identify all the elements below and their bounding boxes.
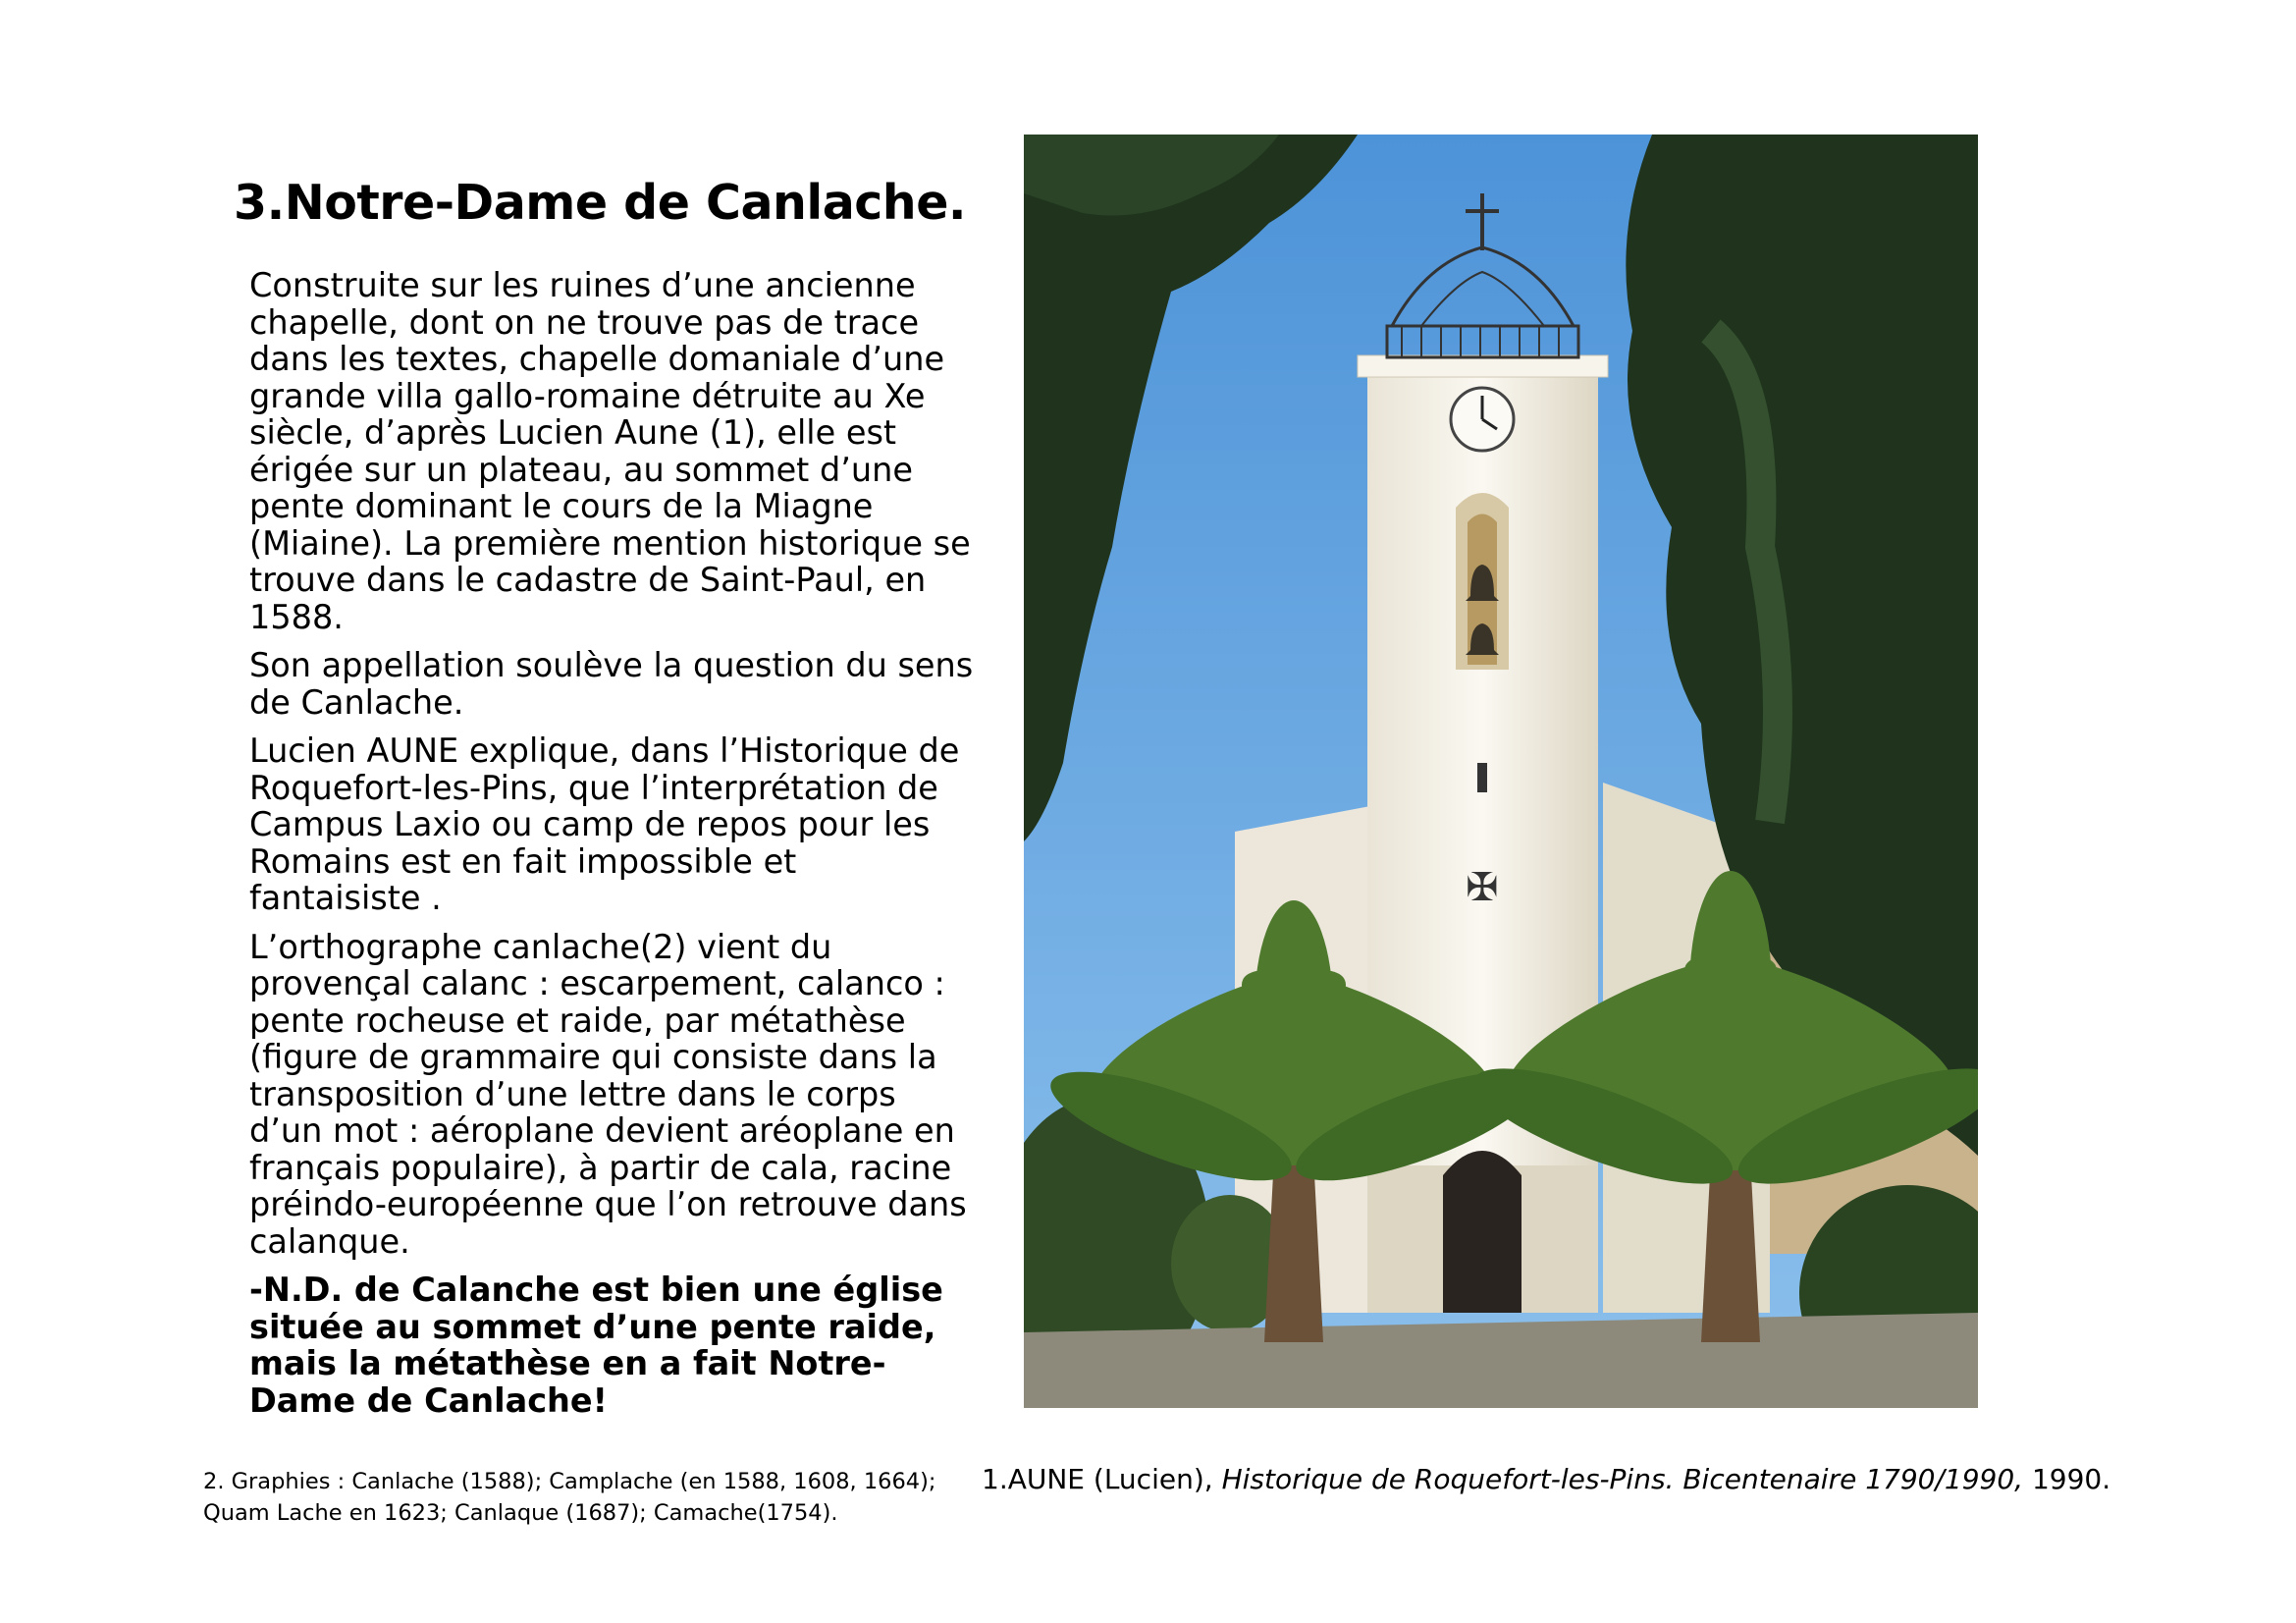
wall-cross-icon: ✠ <box>1466 865 1499 910</box>
paragraph-aune: Lucien AUNE explique, dans l’Historique de Roquefort-les-Pins, que l’interprétation de Campus Laxio ou camp de repos pour les Romains est en fait impossible et fantaisiste . <box>249 731 960 917</box>
footnote-reference <box>982 1462 2287 1497</box>
paragraph-etymology: L’orthographe canlache(2) vient du provençal calanc : escarpement, calanco : pente rocheuse et raide, par métathèse (figure de grammaire qui consiste dans la transposition d’une lettre dans le corps d’un mot : aéroplane devient aréoplane en français populaire), à partir de cala, racine préindo-européenne que l’on retrouve dans calanque. <box>249 927 967 1261</box>
church-photo-illustration <box>1024 135 1978 1408</box>
footnote-graphies-line2: Quam Lache en 1623; Canlaque (1687); Camache(1754). <box>203 1500 838 1526</box>
paragraph-history: Construite sur les ruines d’une ancienne chapelle, dont on ne trouve pas de trace dans les textes, chapelle domaniale d’une grande villa gallo-romaine détruite au Xe siècle, d’après Lucien Aune (1), elle est érigée sur un plateau, au sommet d’une pente dominant le cours de la Miagne (Miaine). La première mention historique se trouve dans le cadastre de Saint-Paul, en 1588. <box>249 266 971 636</box>
church-photo <box>1024 135 1978 1408</box>
footnote-graphies <box>203 1466 949 1529</box>
paragraph-question: Son appellation soulève la question du sens de Canlache. <box>249 646 974 722</box>
article-body <box>249 267 976 1431</box>
reference-title: Historique de Roquefort-les-Pins. Bicentenaire 1790/1990, <box>1221 1463 2024 1495</box>
page-title: 3.Notre-Dame de Canlache. <box>234 175 967 231</box>
paragraph-conclusion: -N.D. de Calanche est bien une église située au sommet d’une pente raide, mais la métathèse en a fait Notre-Dame de Canlache! <box>249 1271 943 1420</box>
reference-year: 1990. <box>2023 1463 2111 1495</box>
tower-window <box>1477 763 1487 792</box>
footnote-graphies-line1: 2. Graphies : Canlache (1588); Camplache (en 1588, 1608, 1664); <box>203 1469 936 1494</box>
church-door <box>1443 1151 1522 1313</box>
reference-author: 1.AUNE (Lucien), <box>982 1463 1222 1495</box>
